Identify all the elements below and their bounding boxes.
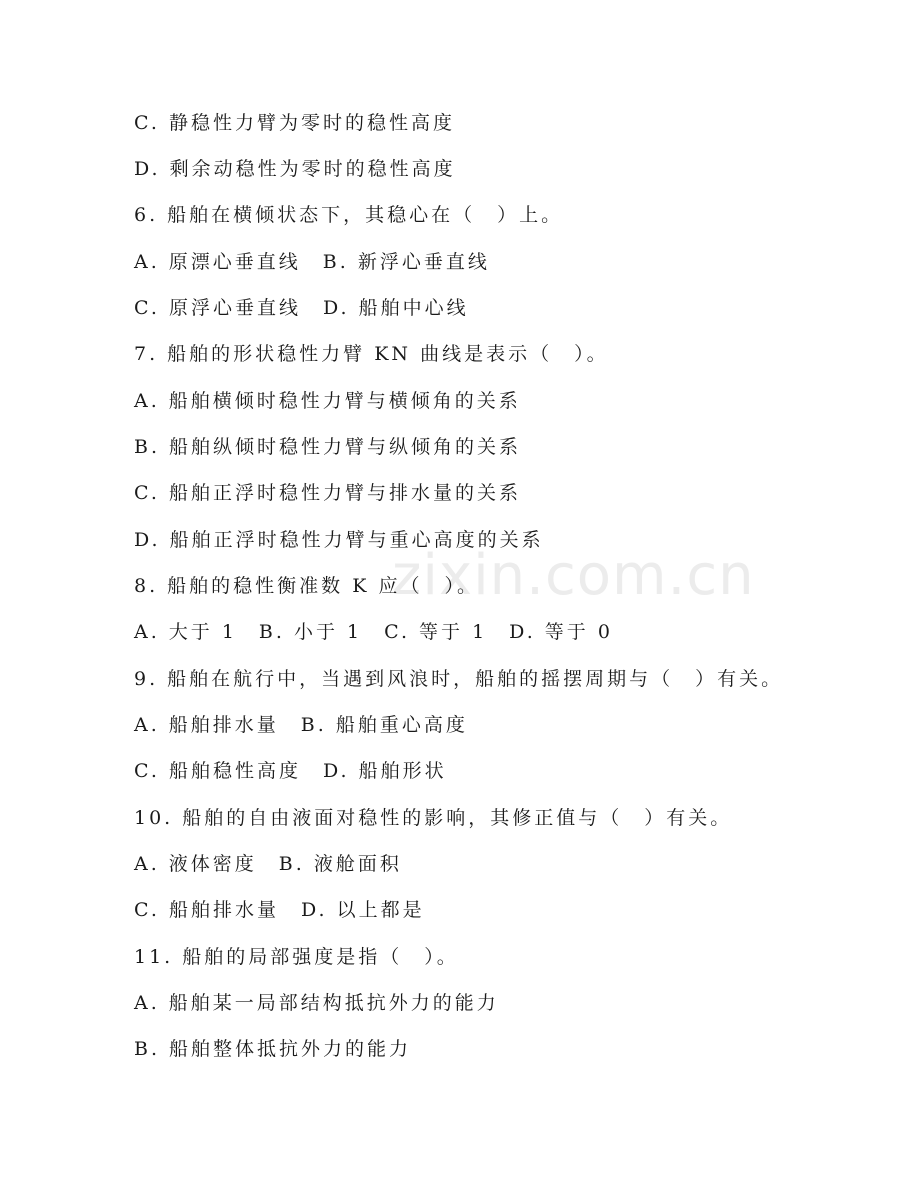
question-line: 9. 船舶在航行中，当遇到风浪时，船舶的摇摆周期与（ ）有关。: [134, 668, 784, 690]
text-line: C. 原浮心垂直线 D. 船舶中心线: [134, 297, 469, 319]
text-line: A. 船舶横倾时稳性力臂与横倾角的关系: [134, 390, 521, 412]
question-line: 10. 船舶的自由液面对稳性的影响，其修正值与（ ）有关。: [134, 807, 733, 829]
text-line: D. 剩余动稳性为零时的稳性高度: [134, 158, 456, 180]
text-line: B. 船舶整体抵抗外力的能力: [134, 1038, 412, 1060]
text-line: A. 原漂心垂直线 B. 新浮心垂直线: [134, 251, 490, 273]
text-line: A. 大于 1 B. 小于 1 C. 等于 1 D. 等于 0: [134, 621, 613, 643]
text-line: C. 静稳性力臂为零时的稳性高度: [134, 112, 455, 134]
text-line: D. 船舶正浮时稳性力臂与重心高度的关系: [134, 529, 544, 551]
watermark: zixin.com.cn: [392, 543, 755, 608]
text-line: B. 船舶纵倾时稳性力臂与纵倾角的关系: [134, 436, 522, 458]
question-line: 8. 船舶的稳性衡准数 K 应（ ）。: [134, 575, 479, 597]
text-line: A. 船舶某一局部结构抵抗外力的能力: [134, 992, 499, 1014]
question-line: 7. 船舶的形状稳性力臂 KN 曲线是表示（ ）。: [134, 343, 609, 365]
text-line: C. 船舶稳性高度 D. 船舶形状: [134, 760, 447, 782]
question-line: 11. 船舶的局部强度是指（ ）。: [134, 946, 459, 968]
text-line: A. 船舶排水量 B. 船舶重心高度: [134, 714, 468, 736]
question-line: 6. 船舶在横倾状态下，其稳心在（ ）上。: [134, 204, 564, 226]
text-line: A. 液体密度 B. 液舱面积: [134, 853, 402, 875]
text-line: C. 船舶正浮时稳性力臂与排水量的关系: [134, 482, 521, 504]
text-line: C. 船舶排水量 D. 以上都是: [134, 899, 425, 921]
